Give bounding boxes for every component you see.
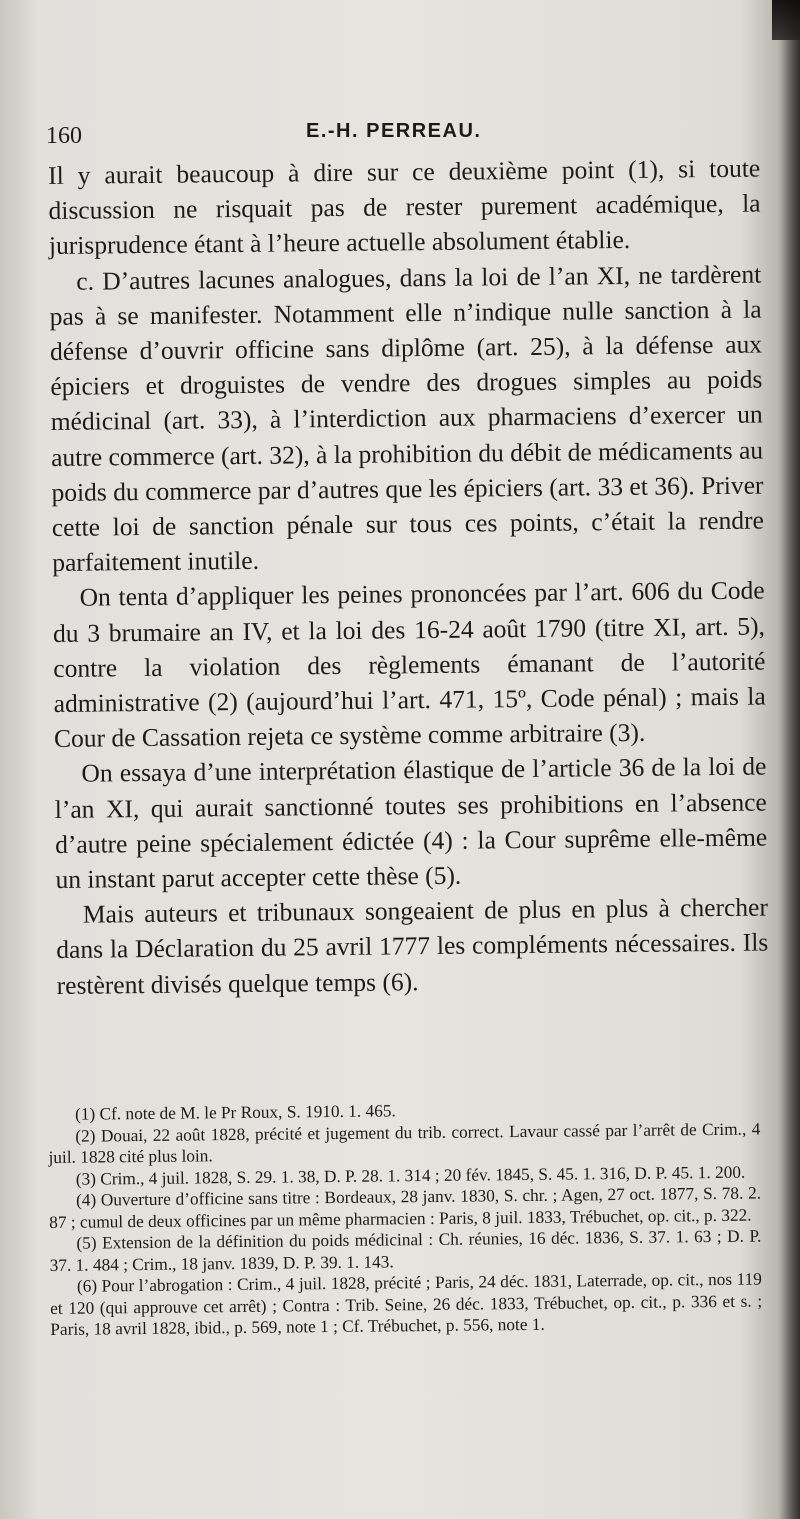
binding-shadow (778, 0, 800, 1519)
main-text (48, 151, 769, 1003)
footnote: (1) Cf. note de M. le Pr Roux, S. 1910. 1. 465. (75, 1101, 396, 1124)
footnote: (3) Crim., 4 juil. 1828, S. 29. 1. 38, D. P. 28. 1. 314 ; 20 fév. 1845, S. 45. 1. 316, D. P. 45. 1. 200. (75, 1162, 746, 1189)
footnote: (5) Extension de la définition du poids médicinal : Ch. réunies, 16 déc. 1836, S. 37. 1. 63 ; D. P. 37. 1. 484 ; Crim., 18 janv. 1839, D. P. 39. 1. 143. (49, 1226, 762, 1275)
page-number: 160 (46, 123, 82, 149)
paragraph: On tenta d’appliquer les peines prononcées par l’art. 606 du Code du 3 brumaire an IV, et la loi des 16-24 août 1790 (titre XI, art. 5), contre la violation des règlements émanant de l’autorité administrative (2) (aujourd’hui l’art. 471, 15º, Code pénal) ; mais la Cour de Cassation rejeta ce système comme arbitraire (3). (52, 575, 766, 754)
paragraph: Il y aurait beaucoup à dire sur ce deuxième point (1), si toute discussion ne risquait pas de rester purement académique, la jurisprudence étant à l’heure actuelle absolument établie. (48, 153, 761, 261)
running-head: E.-H. PERREAU. (306, 120, 482, 142)
page-header (46, 118, 760, 148)
footnotes (48, 1097, 762, 1341)
footnote: (6) Pour l’abrogation : Crim., 4 juil. 1828, précité ; Paris, 24 déc. 1831, Laterrade, op. cit., nos 119 et 120 (qui approuve cet arrêt) ; Contra : Trib. Seine, 26 déc. 1833, Trébuchet, op. cit., p. 336 et s. ; Paris, 18 avril 1828, ibid., p. 569, note 1 ; Cf. Trébuchet, p. 556, note 1. (50, 1269, 763, 1339)
paragraph: On essaya d’une interprétation élastique de l’article 36 de la loi de l’an XI, qui aurait sanctionné toutes ses prohibitions en l’absence d’autre peine spécialement édictée (4) : la Cour suprême elle-même un instant parut accepter cette thèse (5). (54, 751, 768, 895)
footnote: (4) Ouverture d’officine sans titre : Bordeaux, 28 janv. 1830, S. chr. ; Agen, 27 oct. 1877, S. 78. 2. 87 ; cumul de deux officines par un même pharmacien : Paris, 8 juil. 1833, Trébuchet, op. cit., p. 322. (49, 1183, 762, 1232)
paragraph: c. D’autres lacunes analogues, dans la loi de l’an XI, ne tardèrent pas à se manifester. Notamment elle n’indique nulle sanction à la défense d’ouvrir officine sans diplôme (art. 25), à la défense aux épiciers et droguistes de vendre des drogues simples au poids médicinal (art. 33), à l’interdiction aux pharmaciens d’exercer un autre commerce (art. 32), à la prohibition du débit de médicaments au poids du commerce par d’autres que les épiciers (art. 33 et 36). Priver cette loi de sanction pénale sur tous ces points, c’était la rendre parfaitement inutile. (49, 259, 764, 578)
footnote: (2) Douai, 22 août 1828, précité et jugement du trib. correct. Lavaur cassé par l’arrêt de Crim., 4 juil. 1828 cité plus loin. (48, 1119, 761, 1167)
paragraph: Mais auteurs et tribunaux songeaient de plus en plus à chercher dans la Déclaration du 25 avril 1777 les compléments nécessaires. Ils restèrent divisés quelque temps (6). (56, 892, 769, 1000)
